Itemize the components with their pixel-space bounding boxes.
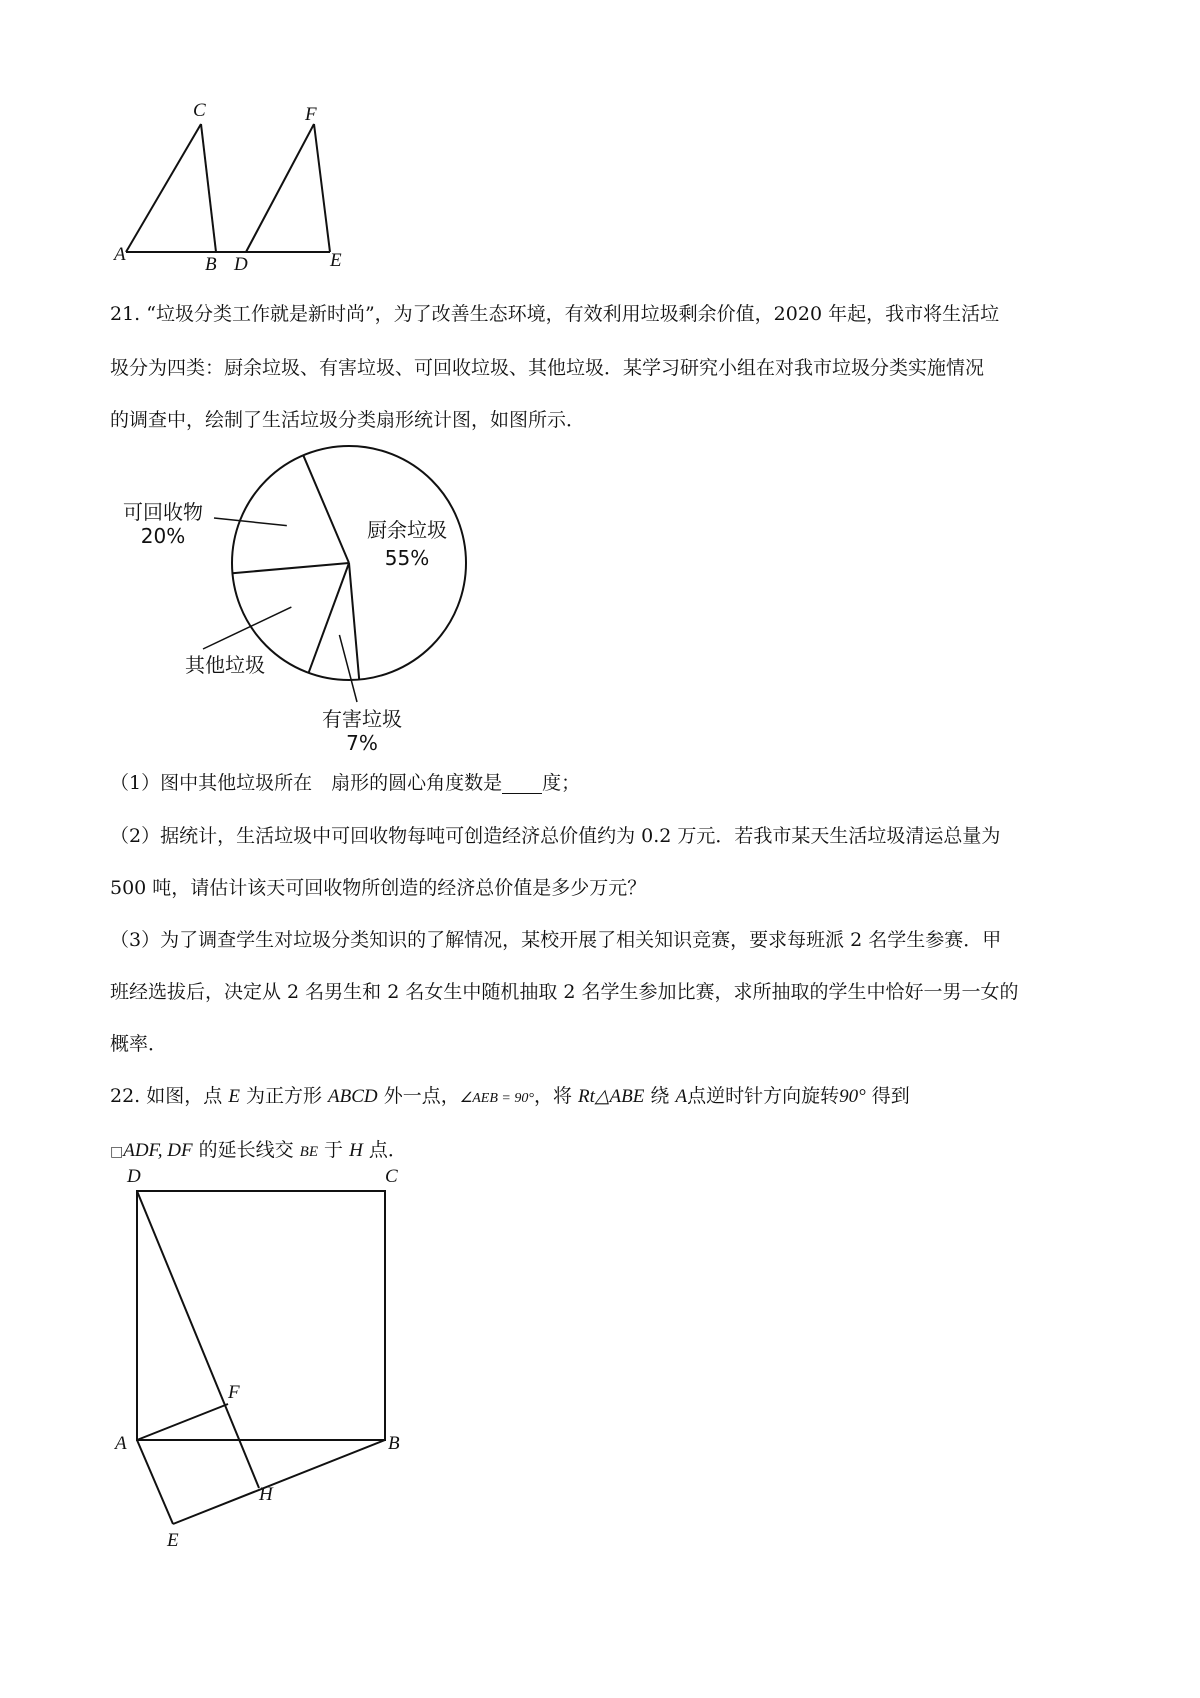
label-F-1: F — [305, 104, 317, 125]
pie-label-kitchen-pct: 55% — [384, 546, 430, 570]
q21-sub3-line3: 概率． — [110, 1033, 168, 1055]
pie-label-kitchen-name: 厨余垃圾 — [367, 518, 447, 542]
label-A-2: A — [115, 1433, 127, 1454]
label-D-1: D — [234, 254, 248, 275]
q22-l1-deg: 90° — [839, 1086, 866, 1107]
label-E-1: E — [330, 250, 342, 271]
label-B-1: B — [205, 254, 217, 275]
q22-l2-ADF-DF: ADF, DF — [123, 1140, 193, 1161]
q22-l2-H: H — [349, 1140, 363, 1161]
label-H-2: H — [259, 1484, 273, 1505]
q22-l2-mid: 的延长线交 — [198, 1139, 294, 1161]
q21-sub2-line2: 500 吨，请估计该天可回收物所创造的经济总价值是多少万元？ — [110, 877, 647, 899]
q22-l1-angle: ∠AEB = 90° — [459, 1091, 534, 1106]
q22-l1-E: E — [228, 1086, 240, 1107]
pie-label-hazardous-name: 有害垃圾 — [322, 707, 402, 731]
q22-l2-mid2: 于 — [324, 1139, 344, 1161]
label-D-2: D — [127, 1166, 141, 1187]
q21-sub3-line2: 班经选拔后，决定从 2 名男生和 2 名女生中随机抽取 2 名学生参加比赛，求所抽取的学生中恰好一男一女的 — [110, 981, 1019, 1003]
pie-label-recyclable-pct: 20% — [140, 524, 186, 548]
q21-line3: 的调查中，绘制了生活垃圾分类扇形统计图，如图所示． — [110, 409, 586, 431]
label-E-2: E — [167, 1530, 179, 1551]
label-C-1: C — [193, 100, 206, 121]
q21-line1: 21. “垃圾分类工作就是新时尚”，为了改善生态环境，有效利用垃圾剩余价值，2020 年起，我市将生活垃 — [110, 303, 1000, 325]
q22-l1-mid2: 外一点， — [383, 1085, 460, 1107]
q22-l1-A: A — [675, 1086, 688, 1107]
q22-l1-mid4: 绕 — [650, 1085, 670, 1107]
q22-l1-mid3: ，将 — [533, 1085, 572, 1107]
label-C-2: C — [385, 1166, 398, 1187]
q22-l1-ABCD: ABCD — [328, 1086, 378, 1107]
q22-l2-suffix: 点． — [368, 1139, 407, 1161]
q21-line2: 圾分为四类：厨余垃圾、有害垃圾、可回收垃圾、其他垃圾．某学习研究小组在对我市垃圾分类实施情况 — [110, 357, 985, 379]
pie-label-hazardous-pct: 7% — [346, 731, 378, 755]
q21-sub1-text-a: （1）图中其他垃圾所在 扇形的圆心角度数是 — [110, 772, 503, 794]
q22-l1-prefix: 22. 如图，点 — [110, 1085, 223, 1107]
pie-label-other-name: 其他垃圾 — [185, 653, 265, 677]
q21-sub1-text-b: 度； — [542, 772, 581, 794]
q22-l1-suffix: 得到 — [871, 1085, 910, 1107]
q22-l1-mid1: 为正方形 — [245, 1085, 322, 1107]
q22-l1-rt: Rt△ABE — [578, 1086, 645, 1107]
pie-label-recyclable-name: 可回收物 — [123, 500, 203, 524]
q22-l2-BE: BE — [299, 1144, 318, 1160]
label-F-2: F — [228, 1382, 240, 1403]
label-A-1: A — [114, 244, 126, 265]
q21-sub3-line1: （3）为了调查学生对垃圾分类知识的了解情况，某校开展了相关知识竞赛，要求每班派 2 名学生参赛．甲 — [110, 929, 1002, 951]
q22-l2-prefix: □ — [110, 1144, 124, 1160]
label-B-2: B — [388, 1433, 400, 1454]
q21-sub2-line1: （2）据统计，生活垃圾中可回收物每吨可创造经济总价值约为 0.2 万元．若我市某天生活垃圾清运总量为 — [110, 825, 1001, 847]
q22-l1-mid5: 点逆时针方向旋转 — [687, 1085, 840, 1107]
